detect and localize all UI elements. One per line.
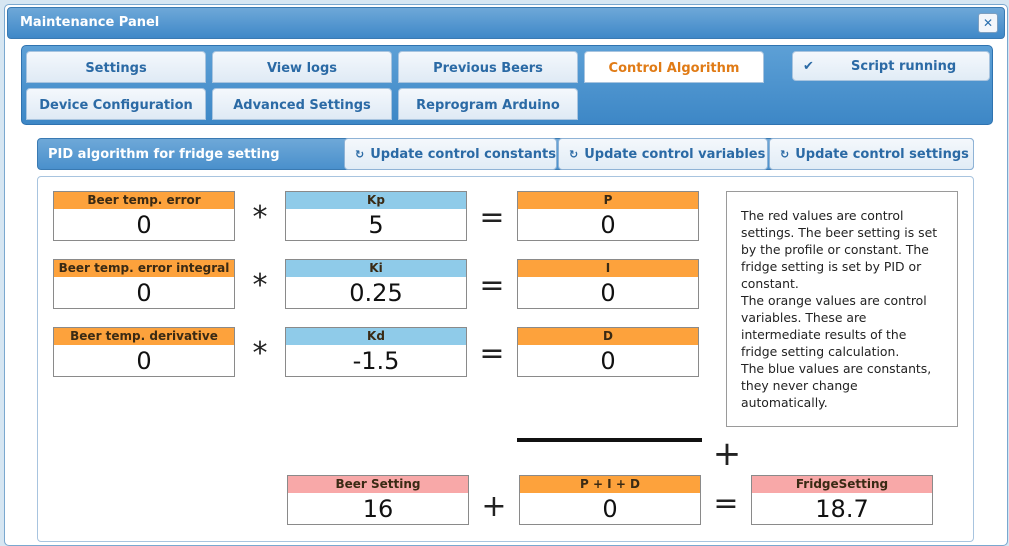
update-settings-label: Update control settings [795,147,969,162]
update-constants-label: Update control constants [370,147,556,162]
dialog-title: Maintenance Panel [20,15,160,30]
ki-box [285,259,467,309]
equals-sign: = [479,268,505,303]
refresh-icon: ↻ [780,148,790,161]
refresh-icon: ↻ [569,148,579,161]
sum-plus-sign: + [712,434,742,474]
pid-sum-label: P + I + D [520,476,700,493]
fridge-setting-label: FridgeSetting [752,476,932,493]
d-label: D [518,328,698,345]
kp-box [285,191,467,241]
update-variables-button[interactable] [558,138,768,170]
pid-header [37,138,974,170]
pid-sum-box [519,475,701,525]
kd-value: -1.5 [352,347,400,375]
kp-label: Kp [286,192,466,209]
beer-temp-error-integral-value: 0 [136,279,152,307]
d-value: 0 [600,347,616,375]
ki-label: Ki [286,260,466,277]
pid-title: PID algorithm for fridge setting [48,147,280,162]
refresh-icon: ↻ [355,148,365,161]
tab-settings[interactable]: Settings [26,51,206,83]
beer-temp-error-integral-label: Beer temp. error integral [54,260,234,277]
d-box [517,327,699,377]
beer-temp-derivative-label: Beer temp. derivative [54,328,234,345]
fridge-setting-value: 18.7 [815,495,869,523]
update-settings-button[interactable] [769,138,974,170]
i-label: I [518,260,698,277]
beer-setting-label: Beer Setting [288,476,468,493]
script-status[interactable] [792,51,990,81]
equals-sign: = [479,336,505,371]
i-box [517,259,699,309]
beer-temp-derivative-value: 0 [136,347,152,375]
kd-box [285,327,467,377]
p-label: P [518,192,698,209]
plus-sign: + [481,489,507,524]
kd-label: Kd [286,328,466,345]
script-status-label: Script running [851,59,957,74]
update-variables-label: Update control variables [584,147,766,162]
kp-value: 5 [368,211,384,239]
note-blue-values: The blue values are constants, they never change automatically. [741,361,932,410]
sum-line [517,438,702,442]
multiply-sign: * [252,200,268,235]
equals-sign: = [479,200,505,235]
beer-setting-value: 16 [362,495,394,523]
tab-device-configuration[interactable]: Device Configuration [26,88,206,120]
multiply-sign: * [252,336,268,371]
beer-temp-error-box [53,191,235,241]
beer-temp-error-integral-box [53,259,235,309]
beer-temp-error-value: 0 [136,211,152,239]
multiply-sign: * [252,268,268,303]
tab-advanced-settings[interactable]: Advanced Settings [212,88,392,120]
tab-view-logs[interactable]: View logs [212,51,392,83]
note-red-values: The red values are control settings. The beer setting is set by the profile or constant. The fridge setting is set by PID or constant. [741,208,938,291]
tab-bar [21,45,993,125]
i-value: 0 [600,279,616,307]
fridge-setting-box [751,475,933,525]
tab-control-algorithm[interactable]: Control Algorithm [584,51,764,83]
tab-reprogram-arduino[interactable]: Reprogram Arduino [398,88,578,120]
explanation-note [726,191,958,427]
title-bar[interactable] [7,7,1005,39]
beer-setting-box [287,475,469,525]
ki-value: 0.25 [349,279,403,307]
beer-temp-derivative-box [53,327,235,377]
tab-previous-beers[interactable]: Previous Beers [398,51,578,83]
close-icon[interactable]: ✕ [978,13,998,33]
update-constants-button[interactable] [344,138,557,170]
note-orange-values: The orange values are control variables. These are intermediate results of the fridge setting calculation. [741,293,927,359]
p-box [517,191,699,241]
equals-sign: = [713,486,739,521]
check-icon: ✔ [803,59,814,74]
p-value: 0 [600,211,616,239]
pid-sum-value: 0 [602,495,618,523]
beer-temp-error-label: Beer temp. error [54,192,234,209]
